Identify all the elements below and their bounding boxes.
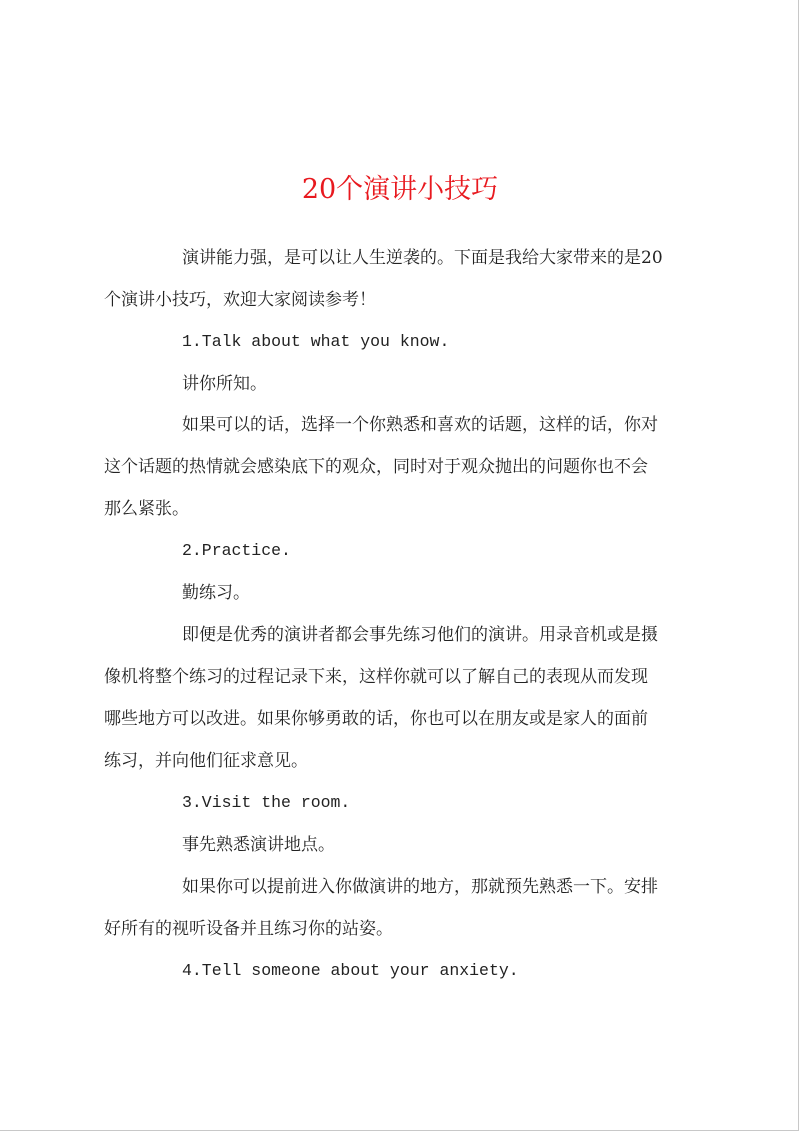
tip-heading-2: 2.Practice. — [182, 541, 291, 560]
paragraph-line: 个演讲小技巧，欢迎大家阅读参考！ — [104, 290, 376, 310]
tip-heading-1: 1.Talk about what you know. — [182, 332, 450, 351]
tip-subheading-2: 勤练习。 — [182, 583, 250, 603]
document-title: 20个演讲小技巧 — [301, 174, 499, 205]
tip-subheading-1: 讲你所知。 — [182, 374, 267, 394]
paragraph-line: 那么紧张。 — [104, 499, 189, 519]
paragraph-line: 像机将整个练习的过程记录下来，这样你就可以了解自己的表现从而发现 — [104, 667, 648, 687]
paragraph-line: 如果你可以提前进入你做演讲的地方，那就预先熟悉一下。安排 — [182, 877, 658, 897]
paragraph-line: 如果可以的话，选择一个你熟悉和喜欢的话题，这样的话，你对 — [182, 415, 658, 435]
tip-heading-4: 4.Tell someone about your anxiety. — [182, 961, 519, 980]
paragraph-line: 这个话题的热情就会感染底下的观众，同时对于观众抛出的问题你也不会 — [104, 457, 648, 477]
tip-subheading-3: 事先熟悉演讲地点。 — [182, 835, 335, 855]
paragraph-line: 好所有的视听设备并且练习你的站姿。 — [104, 919, 393, 939]
paragraph-line: 哪些地方可以改进。如果你够勇敢的话，你也可以在朋友或是家人的面前 — [104, 709, 648, 729]
paragraph-line: 练习，并向他们征求意见。 — [104, 751, 308, 771]
tip-heading-3: 3.Visit the room. — [182, 793, 351, 812]
paragraph-line: 即便是优秀的演讲者都会事先练习他们的演讲。用录音机或是摄 — [182, 625, 658, 645]
paragraph-line: 演讲能力强，是可以让人生逆袭的。下面是我给大家带来的是20 — [182, 248, 663, 268]
